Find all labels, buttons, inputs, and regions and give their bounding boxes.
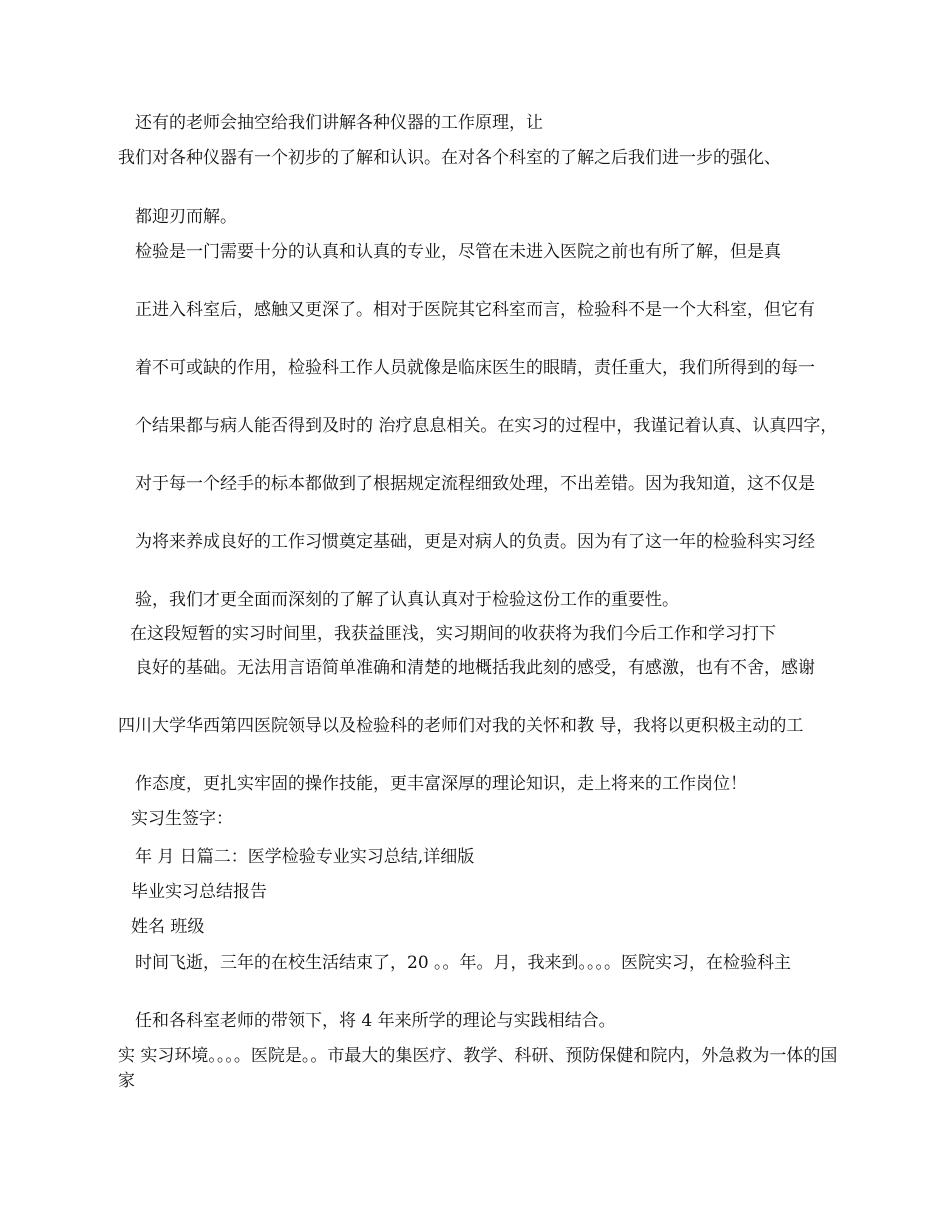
- text-line: 对于每一个经手的标本都做到了根据规定流程细致处理，不出差错。因为我知道，这不仅是: [135, 474, 815, 494]
- text-line: 四川大学华西第四医院领导以及检验科的老师们对我的关怀和教 导，我将以更积极主动的工: [118, 716, 804, 736]
- text-line: 都迎刃而解。: [135, 207, 237, 227]
- text-line: 毕业实习总结报告: [131, 882, 267, 902]
- text-line: 个结果都与病人能否得到及时的 治疗息息相关。在实习的过程中，我谨记着认真、认真四字，: [135, 416, 838, 436]
- text-line: 良好的基础。无法用言语简单准确和清楚的地概括我此刻的感受，有感激，也有不舍，感谢: [135, 658, 815, 678]
- text-line: 实习生签字：: [131, 809, 233, 829]
- text-line: 在这段短暂的实习时间里，我获益匪浅，实习期间的收获将为我们今后工作和学习打下: [130, 624, 776, 644]
- text-line: 我们对各种仪器有一个初步的了解和认识。在对各个科室的了解之后我们进一步的强化、: [118, 148, 781, 168]
- text-line: 正进入科室后，感触又更深了。相对于医院其它科室而言，检验科不是一个大科室，但它有: [135, 300, 815, 320]
- text-line: 检验是一门需要十分的认真和认真的专业，尽管在未进入医院之前也有所了解，但是真: [135, 242, 781, 262]
- text-line: 年 月 日篇二：医学检验专业实习总结,详细版: [135, 847, 475, 867]
- text-line: 为将来养成良好的工作习惯奠定基础，更是对病人的负责。因为有了这一年的检验科实习经: [135, 532, 815, 552]
- text-line: 还有的老师会抽空给我们讲解各种仪器的工作原理，让: [135, 113, 543, 133]
- text-line: 实 实习环境。。。。医院是。。市最大的集医疗、教学、科研、预防保健和院内，外急救为一体的国家: [118, 1046, 838, 1091]
- text-line: 姓名 班级: [131, 917, 205, 937]
- text-line: 任和各科室老师的带领下，将 4 年来所学的理论与实践相结合。: [135, 1011, 616, 1031]
- text-line: 验，我们才更全面而深刻的了解了认真认真对于检验这份工作的重要性。: [135, 590, 679, 610]
- text-line: 着不可或缺的作用，检验科工作人员就像是临床医生的眼睛，责任重大，我们所得到的每一: [135, 358, 815, 378]
- text-line: 作态度，更扎实牢固的操作技能，更丰富深厚的理论知识，走上将来的工作岗位！: [135, 774, 747, 794]
- text-line: 时间飞逝，三年的在校生活结束了，20 。。年。月，我来到。。。。医院实习，在检验科主: [135, 953, 792, 973]
